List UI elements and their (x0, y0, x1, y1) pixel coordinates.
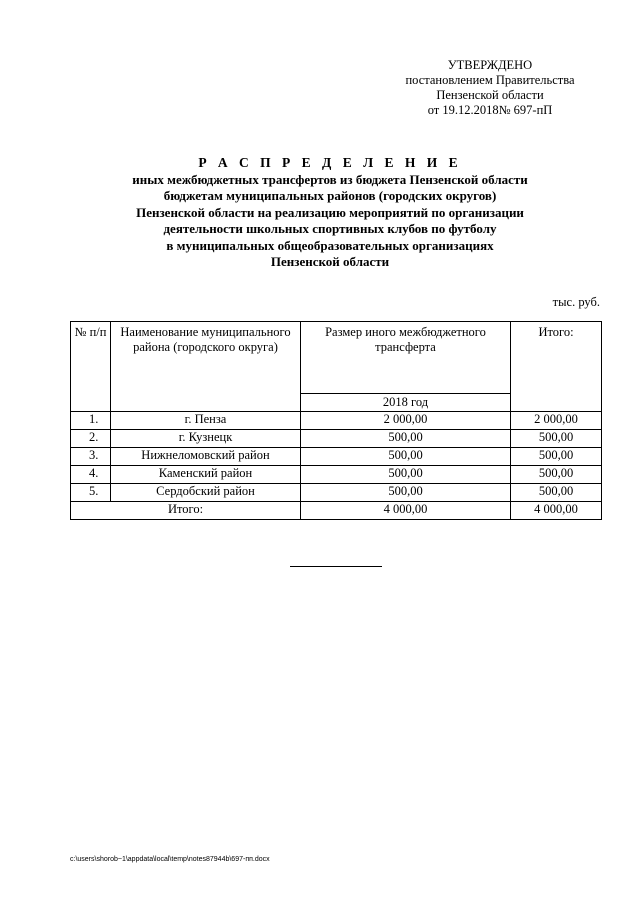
approval-stamp (400, 58, 580, 118)
title-line: бюджетам муниципальных районов (городских округов) (163, 188, 497, 203)
table-summary-row (71, 502, 602, 520)
header-year: 2018 год (301, 394, 511, 412)
table-row (71, 484, 602, 502)
approval-title: УТВЕРЖДЕНО (447, 58, 533, 72)
row-amount: 500,00 (301, 448, 511, 466)
title-line: иных межбюджетных трансфертов из бюджета Пензенской области (132, 171, 528, 187)
header-name: Наименование муниципального района (городского округа) (111, 322, 301, 412)
table-row (71, 448, 602, 466)
row-amount: 500,00 (301, 484, 511, 502)
row-total: 500,00 (511, 448, 602, 466)
table-row (71, 430, 602, 448)
summary-total: 4 000,00 (511, 502, 602, 520)
approval-line: постановлением Правительства (405, 73, 575, 87)
title-line: Пензенской области на реализацию мероприятий по организации (136, 204, 524, 220)
row-name: г. Кузнецк (111, 430, 301, 448)
table-header-row (71, 322, 602, 394)
table-row (71, 412, 602, 430)
row-total: 500,00 (511, 484, 602, 502)
row-name: г. Пенза (111, 412, 301, 430)
summary-amount: 4 000,00 (301, 502, 511, 520)
approval-line: Пензенской области (436, 88, 544, 102)
row-num: 5. (71, 484, 111, 502)
row-total: 500,00 (511, 430, 602, 448)
row-amount: 500,00 (301, 466, 511, 484)
header-size: Размер иного межбюджетного трансферта (301, 322, 511, 394)
row-name: Каменский район (111, 466, 301, 484)
title-line: деятельности школьных спортивных клубов по футболу (163, 221, 497, 236)
row-num: 4. (71, 466, 111, 484)
title-line: Пензенской области (270, 254, 390, 269)
row-amount: 500,00 (301, 430, 511, 448)
header-num: № п/п (71, 322, 111, 412)
document-title (80, 155, 580, 271)
approval-date: от 19.12.2018№ 697-пП (427, 103, 553, 117)
summary-label: Итого: (71, 502, 301, 520)
footer-file-path: c:\users\shorob~1\appdata\local\temp\notes87944b\697-пп.docx (70, 856, 270, 863)
row-total: 2 000,00 (511, 412, 602, 430)
units-label: тыс. руб. (552, 295, 600, 309)
row-total: 500,00 (511, 466, 602, 484)
header-total: Итого: (511, 322, 602, 412)
row-num: 1. (71, 412, 111, 430)
row-name: Сердобский район (111, 484, 301, 502)
row-num: 3. (71, 448, 111, 466)
row-amount: 2 000,00 (301, 412, 511, 430)
closing-line (290, 566, 382, 567)
row-name: Нижнеломовский район (111, 448, 301, 466)
table-row (71, 466, 602, 484)
distribution-table (70, 321, 602, 520)
row-num: 2. (71, 430, 111, 448)
title-heading: Р А С П Р Е Д Е Л Е Н И Е (198, 155, 462, 170)
title-line: в муниципальных общеобразовательных организациях (166, 237, 494, 253)
